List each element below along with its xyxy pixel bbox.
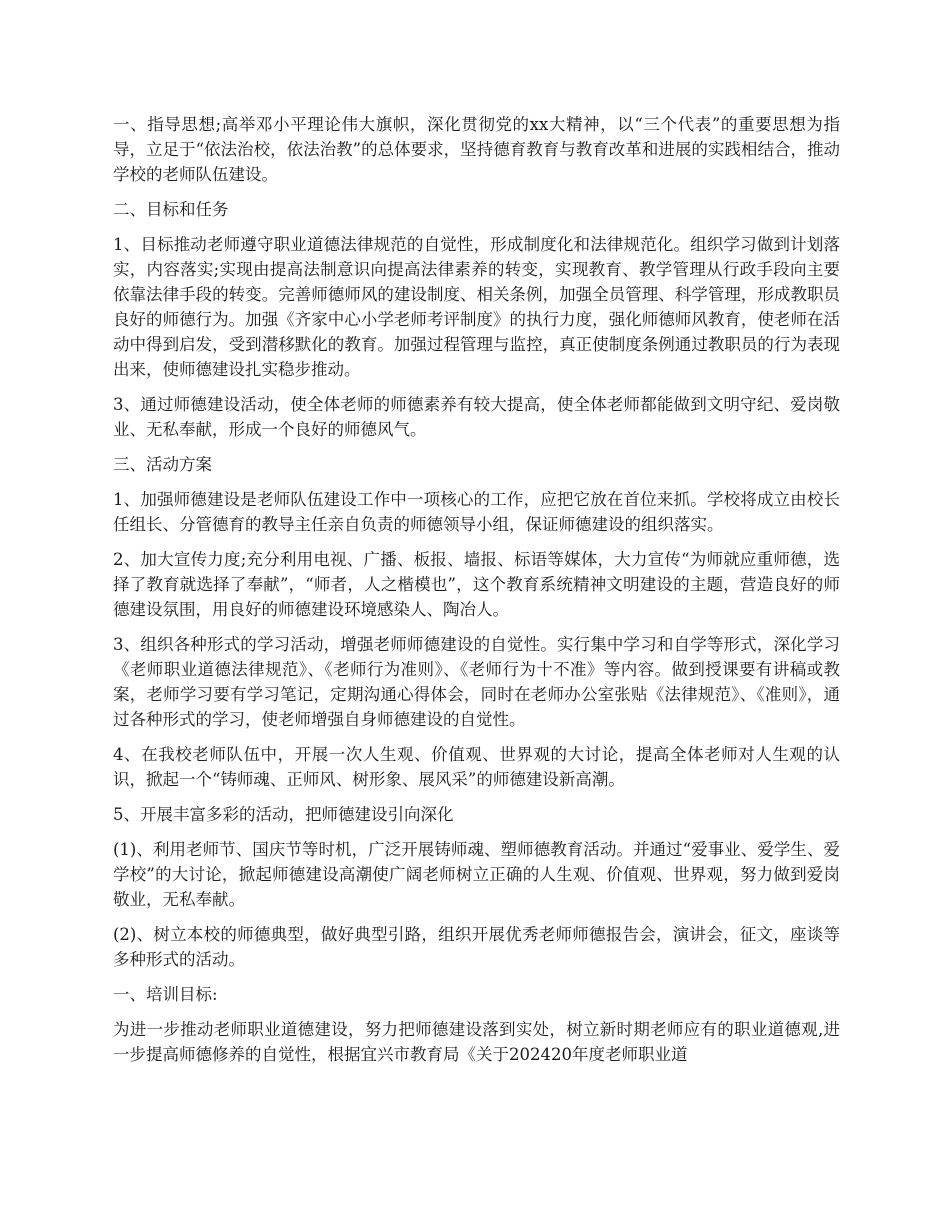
paragraph-plan-2: 2、加大宣传力度;充分利用电视、广播、板报、墙报、标语等媒体，大力宣传“为师就应重师德，选择了教育就选择了奉献”，“师者，人之楷模也”，这个教育系统精神文明建设的主题，营造良好的师德建设氛围，用良好的师德建设环境感染人、陶冶人。	[113, 550, 840, 619]
document-body	[113, 112, 840, 1077]
paragraph-plan-4: 4、在我校老师队伍中，开展一次人生观、价值观、世界观的大讨论，提高全体老师对人生观的认识，掀起一个“铸师魂、正师风、树形象、展风采”的师德建设新高潮。	[113, 745, 840, 789]
paragraph-plan-5: 5、开展丰富多彩的活动，把师德建设引向深化	[113, 805, 454, 824]
paragraph-goal-3: 3、通过师德建设活动，使全体老师的师德素养有较大提高，使全体老师都能做到文明守纪、爱岗敬业、无私奉献，形成一个良好的师德风气。	[113, 395, 840, 439]
heading-training-goals: 一、培训目标:	[113, 985, 218, 1004]
paragraph-plan-3: 3、组织各种形式的学习活动，增强老师师德建设的自觉性。实行集中学习和自学等形式，深化学习《老师职业道德法律规范》、《老师行为准则》、《老师行为十不准》等内容。做到授课要有讲稿或教案，老师学习要有学习笔记，定期沟通心得体会，同时在老师办公室张贴《法律规范》、《准则》，通过各种形式的学习，使老师增强自身师德建设的自觉性。	[113, 635, 840, 729]
heading-activity-plan: 三、活动方案	[113, 455, 212, 474]
paragraph-goal-1: 1、目标推动老师遵守职业道德法律规范的自觉性，形成制度化和法律规范化。组织学习做到计划落实，内容落实;实现由提高法制意识向提高法律素养的转变，实现教育、教学管理从行政手段向主要依靠法律手段的转变。完善师德师风的建设制度、相关条例，加强全员管理、科学管理，形成教职员良好的师德行为。加强《齐家中心小学老师考评制度》的执行力度，强化师德师风教育，使老师在活动中得到启发，受到潜移默化的教育。加强过程管理与监控，真正使制度条例通过教职员的行为表现出来，使师德建设扎实稳步推动。	[113, 235, 840, 379]
paragraph-guiding-ideology: 一、指导思想;高举邓小平理论伟大旗帜，深化贯彻党的xx大精神，以“三个代表”的重要思想为指导，立足于“依法治校，依法治教”的总体要求，坚持德育教育与教育改革和进展的实践相结合，推动学校的老师队伍建设。	[113, 115, 840, 184]
paragraph-plan-1: 1、加强师德建设是老师队伍建设工作中一项核心的工作，应把它放在首位来抓。学校将成立由校长任组长、分管德育的教导主任亲自负责的师德领导小组，保证师德建设的组织落实。	[113, 490, 840, 534]
paragraph-plan-5-2: (2)、树立本校的师德典型，做好典型引路，组织开展优秀老师师德报告会，演讲会，征文，座谈等多种形式的活动。	[113, 925, 840, 969]
paragraph-training-intro: 为进一步推动老师职业道德建设，努力把师德建设落到实处，树立新时期老师应有的职业道德观,进一步提高师德修养的自觉性，根据宜兴市教育局《关于202420年度老师职业道	[113, 1020, 840, 1064]
paragraph-plan-5-1: (1)、利用老师节、国庆节等时机，广泛开展铸师魂、塑师德教育活动。并通过“爱事业、爱学生、爱学校”的大讨论，掀起师德建设高潮使广阔老师树立正确的人生观、价值观、世界观，努力做到爱岗敬业，无私奉献。	[113, 840, 840, 909]
heading-goals-and-tasks: 二、目标和任务	[113, 200, 229, 219]
